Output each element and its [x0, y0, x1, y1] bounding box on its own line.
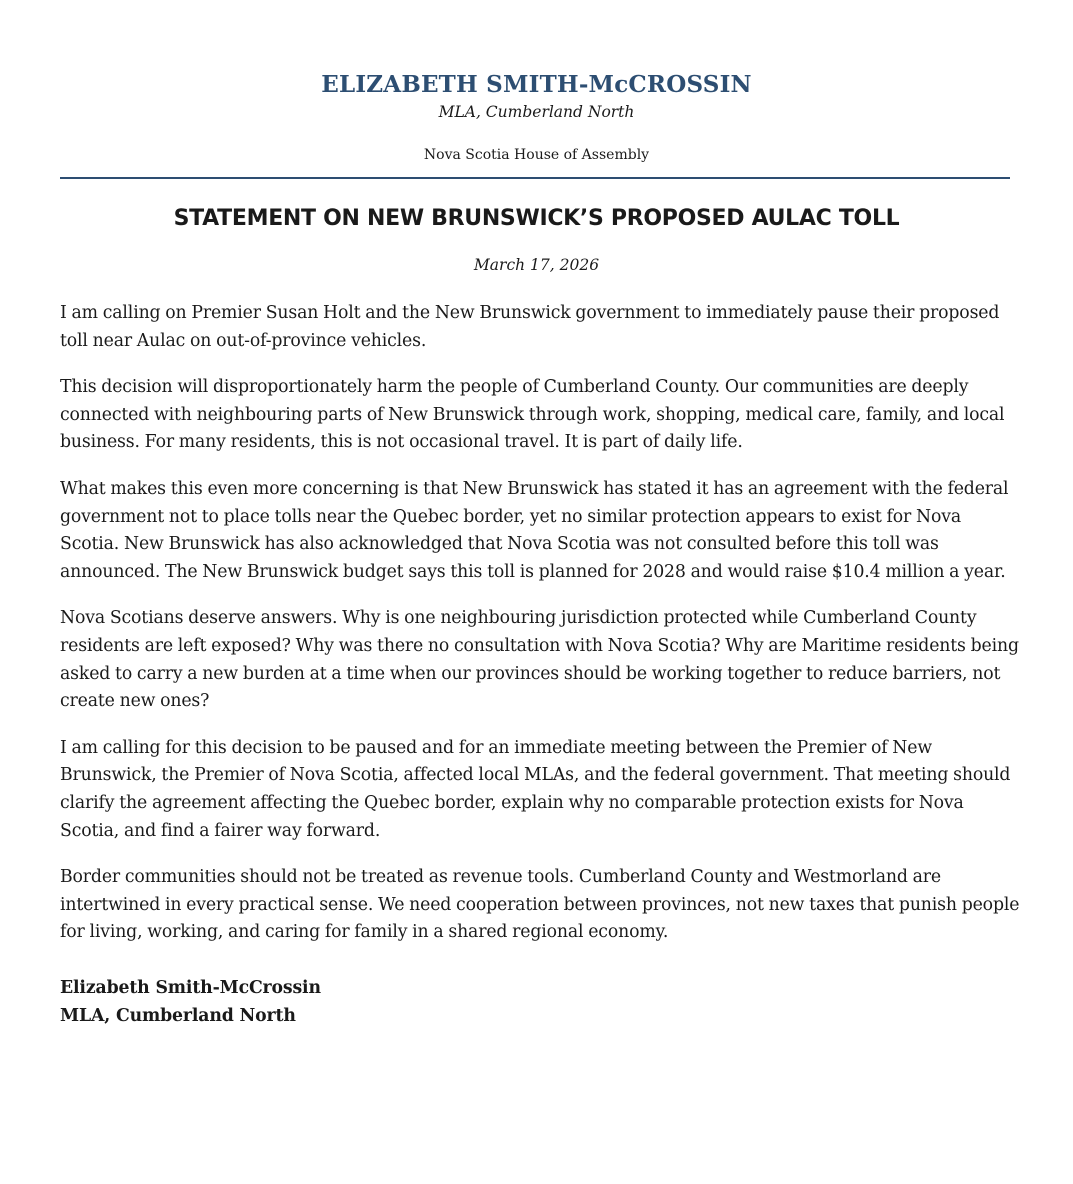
signature-title: MLA, Cumberland North — [60, 1005, 296, 1026]
paragraph: Nova Scotians deserve answers. Why is one neighbouring jurisdiction protected while Cumberland County residents are left exposed? Why was there no consultation with Nova Scotia? Why are Maritime residents being asked to carry a new burden at a time when our provinces should be working together to reduce barriers, not create new ones? — [60, 608, 1019, 712]
document-body — [60, 300, 1020, 947]
letterhead-divider — [60, 177, 1010, 179]
paragraph: This decision will disproportionately harm the people of Cumberland County. Our communities are deeply connected with neighbouring parts of New Brunswick through work, shopping, medical care, family, and local business. For many residents, this is not occasional travel. It is part of daily life. — [60, 377, 1005, 453]
letterhead-name: ELIZABETH SMITH-McCROSSIN — [321, 71, 752, 98]
signature-block — [60, 974, 1013, 1030]
letterhead-organization: Nova Scotia House of Assembly — [423, 147, 650, 163]
document-title: STATEMENT ON NEW BRUNSWICK’S PROPOSED AULAC TOLL — [173, 206, 900, 231]
document-date: March 17, 2026 — [473, 256, 600, 274]
paragraph: I am calling on Premier Susan Holt and the New Brunswick government to immediately pause their proposed toll near Aulac on out-of-province vehicles. — [60, 303, 1000, 351]
paragraph: I am calling for this decision to be paused and for an immediate meeting between the Premier of New Brunswick, the Premier of Nova Scotia, affected local MLAs, and the federal government. That meeting should clarify the agreement affecting the Quebec border, explain why no comparable protection exists for Nova Scotia, and find a fairer way forward. — [60, 737, 1011, 841]
letterhead-title: MLA, Cumberland North — [438, 103, 635, 121]
paragraph: Border communities should not be treated as revenue tools. Cumberland County and Westmorland are intertwined in every practical sense. We need cooperation between provinces, not new taxes that punish people for living, working, and caring for family in a shared regional economy. — [60, 867, 1020, 943]
letterhead — [60, 0, 1013, 165]
paragraph: What makes this even more concerning is that New Brunswick has stated it has an agreement with the federal government not to place tolls near the Quebec border, yet no similar protection appears to exist for Nova Scotia. New Brunswick has also acknowledged that Nova Scotia was not consulted before this toll was announced. The New Brunswick budget says this toll is planned for 2028 and would raise $10.4 million a year. — [60, 478, 1009, 582]
signature-name: Elizabeth Smith-McCrossin — [60, 977, 321, 998]
